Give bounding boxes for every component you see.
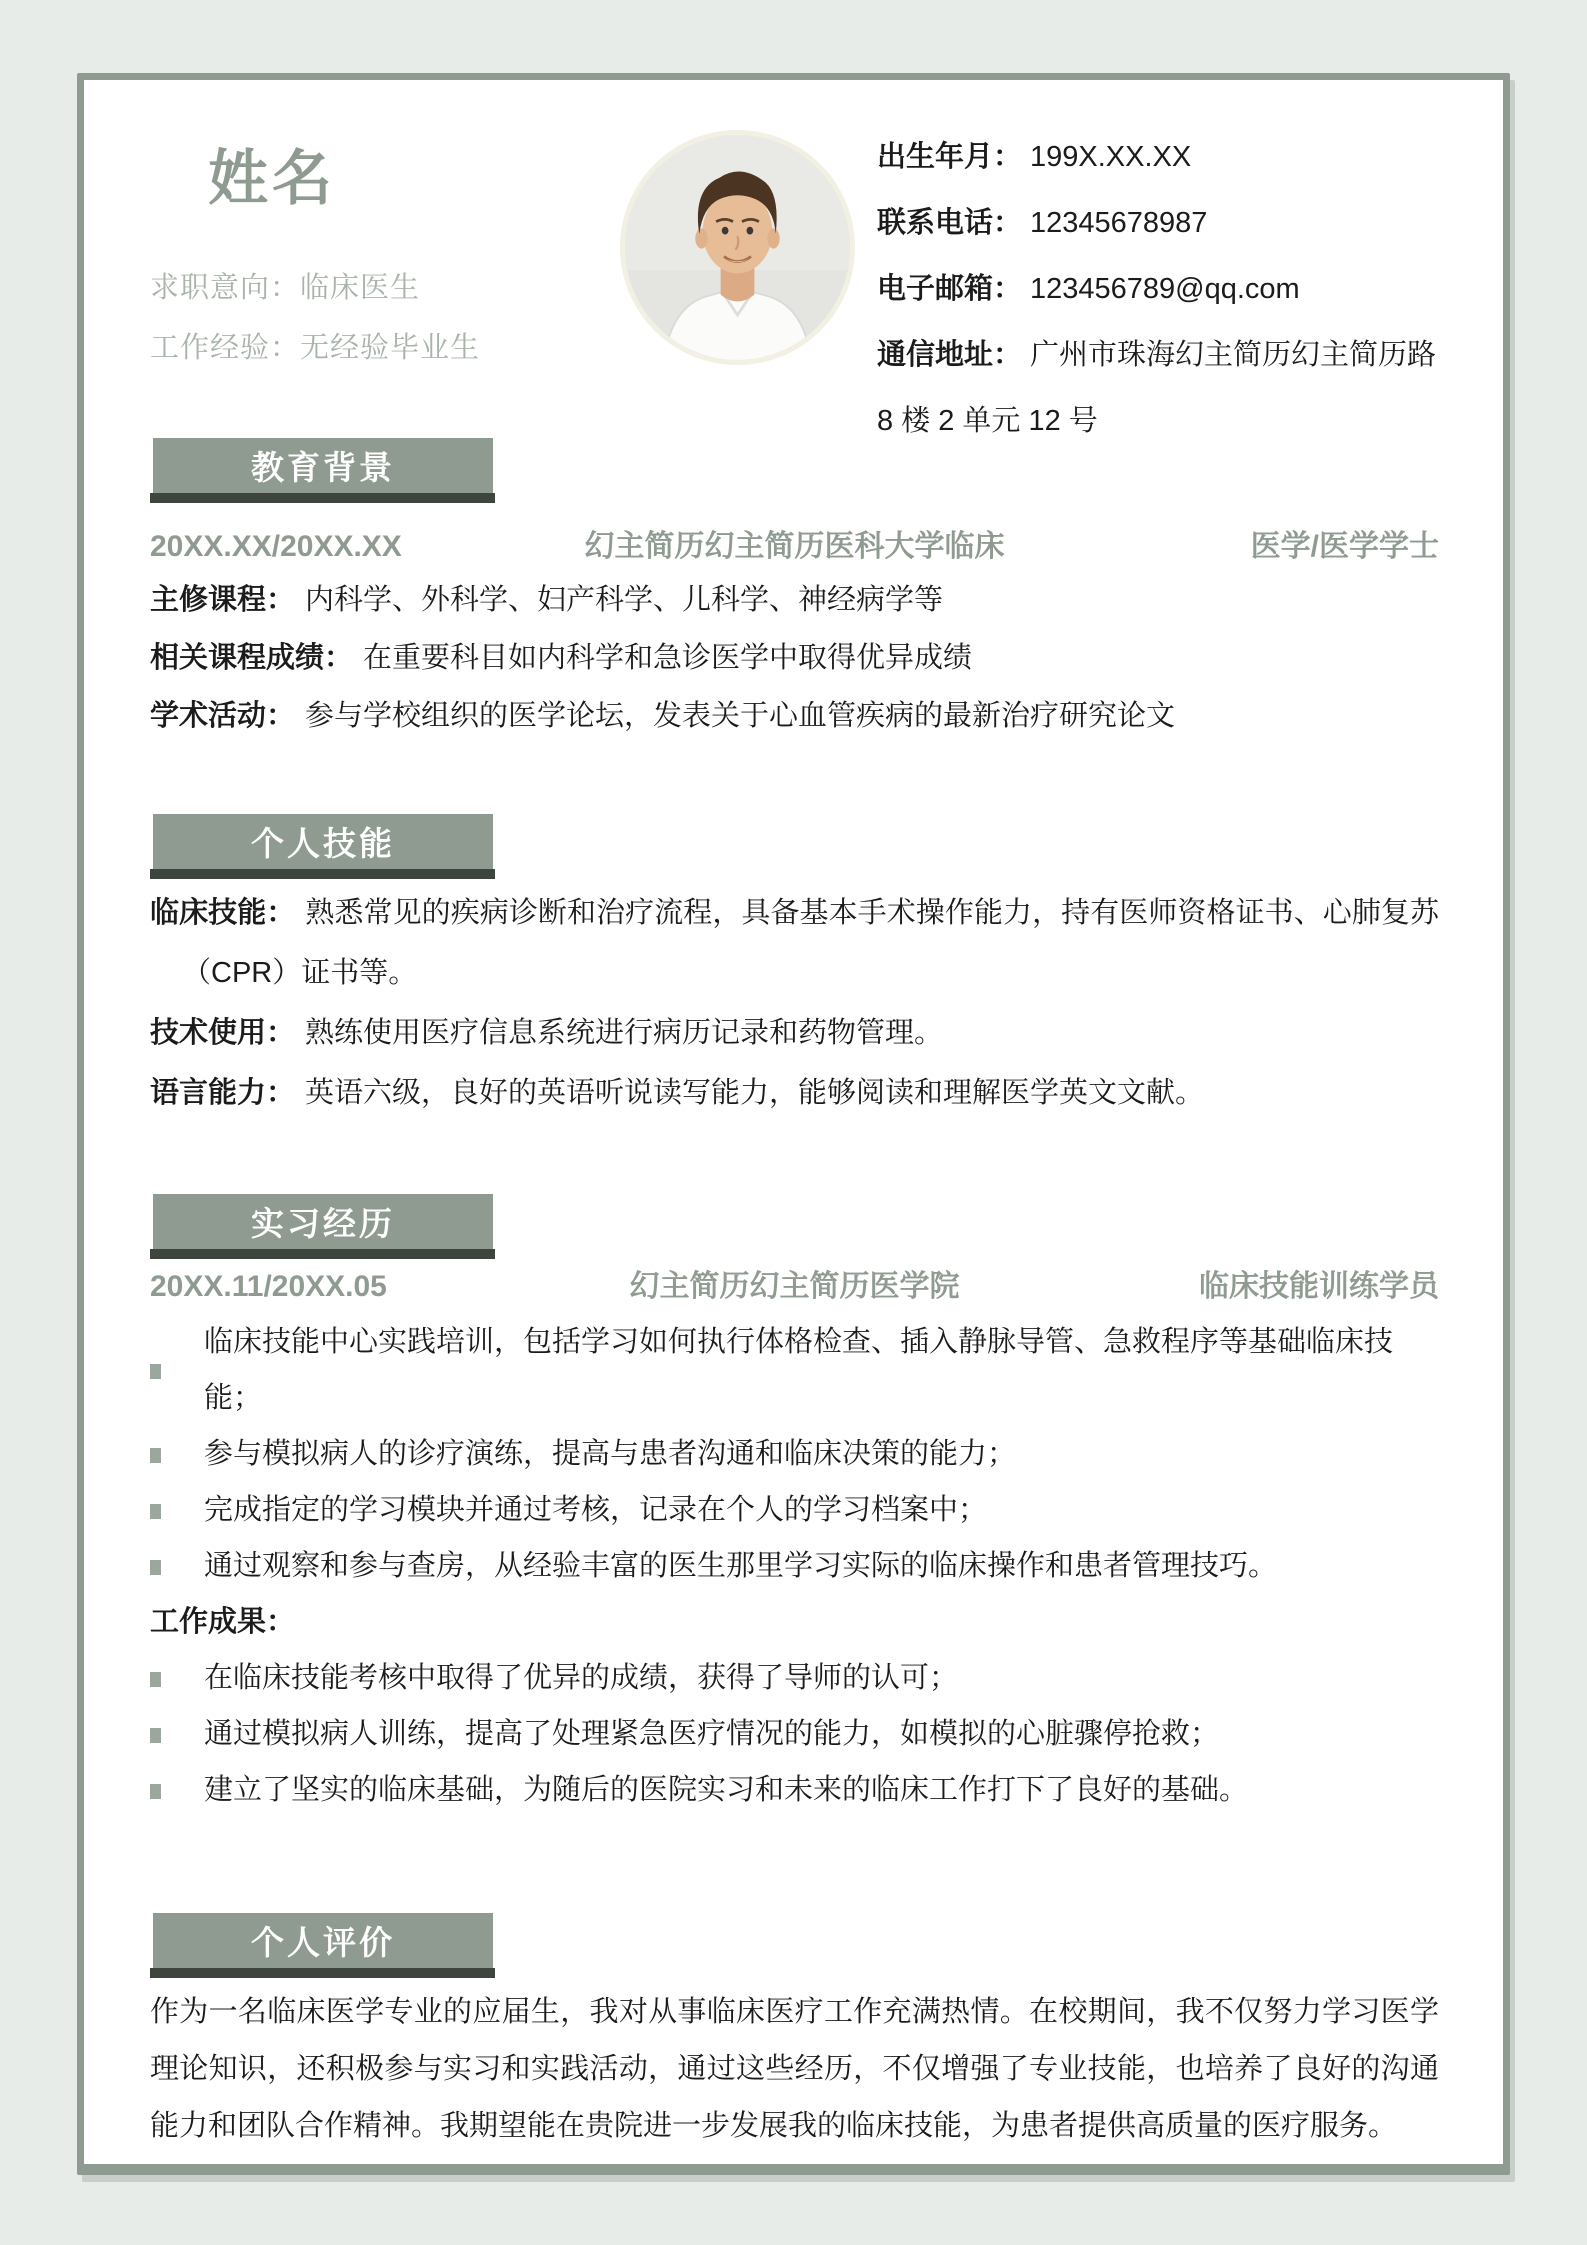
- contact-address-line1: [877, 322, 1439, 388]
- education-period: 20XX.XX/20XX.XX: [150, 530, 402, 563]
- internship-bullet-1: 临床技能中心实践培训，包括学习如何执行体格检查、插入静脉导管、急救程序等基础临床技能；: [204, 1326, 1394, 1414]
- section-skills: [150, 814, 1439, 1123]
- internship-badge: 实习经历: [153, 1194, 493, 1249]
- internship-bullet-4: 通过观察和参与查房，从经验丰富的医生那里学习实际的临床操作和患者管理技巧。: [204, 1550, 1278, 1582]
- education-detail-grades-text: 在重要科目如内科学和急诊医学中取得优异成绩: [363, 642, 973, 674]
- evaluation-text: 作为一名临床医学专业的应届生，我对从事临床医疗工作充满热情。在校期间，我不仅努力学习医学理论知识，还积极参与实习和实践活动，通过这些经历，不仅增强了专业技能，也培养了良好的沟通能力和团队合作精神。我期望能在贵院进一步发展我的临床技能，为患者提供高质量的医疗服务。: [150, 1996, 1439, 2142]
- education-summary-row: [150, 529, 1439, 565]
- contact-phone-value: 12345678987: [1030, 207, 1208, 239]
- work-experience-label: 工作经验：: [150, 332, 301, 364]
- skill-clinical-label: 临床技能：: [150, 897, 296, 929]
- work-result-1: 在临床技能考核中取得了优异的成绩，获得了导师的认可；: [204, 1662, 959, 1694]
- education-detail-courses-text: 内科学、外科学、妇产科学、儿科学、神经病学等: [305, 584, 944, 616]
- evaluation-badge-block: [150, 1913, 496, 1978]
- education-detail-grades-label: 相关课程成绩：: [150, 642, 354, 674]
- profile-photo: [620, 130, 855, 438]
- list-item: [150, 1706, 1439, 1762]
- skills-badge-block: [150, 814, 496, 879]
- internship-period: 20XX.11/20XX.05: [150, 1270, 387, 1303]
- contact-address-line2: [877, 388, 1439, 454]
- contact-address-label: 通信地址：: [877, 339, 1023, 371]
- profile-photo-illustration: [625, 135, 850, 360]
- education-detail-courses-label: 主修课程：: [150, 584, 296, 616]
- education-badge-block: [150, 438, 496, 503]
- contact-phone: [877, 190, 1439, 256]
- resume-card: [77, 73, 1510, 2175]
- contact-block: [877, 124, 1439, 438]
- contact-birth-label: 出生年月：: [877, 141, 1023, 173]
- education-badge: 教育背景: [153, 438, 493, 493]
- evaluation-badge: 个人评价: [153, 1913, 493, 1968]
- internship-organization: 幻主简历幻主简历医学院: [629, 1270, 960, 1303]
- bullet-square-icon: [150, 1364, 161, 1379]
- job-intention-line: [150, 258, 620, 318]
- section-internship: [150, 1194, 1439, 1818]
- contact-email: [877, 256, 1439, 322]
- skills-badge: 个人技能: [153, 814, 493, 869]
- skill-language-text: 英语六级，良好的英语听说读写能力，能够阅读和理解医学英文文献。: [305, 1077, 1205, 1109]
- education-degree: 医学/医学学士: [1250, 530, 1439, 563]
- skill-clinical-text: 熟悉常见的疾病诊断和治疗流程，具备基本手术操作能力，持有医师资格证书、心肺复苏（CPR）证书等。: [182, 897, 1439, 989]
- internship-bullet-3: 完成指定的学习模块并通过考核，记录在个人的学习档案中；: [204, 1494, 988, 1526]
- bullet-square-icon: [150, 1728, 161, 1743]
- job-intention-value: 临床医生: [300, 272, 421, 304]
- person-name: 姓名: [208, 145, 336, 212]
- skill-language: [150, 1063, 1439, 1123]
- list-item: [150, 1426, 1439, 1482]
- contact-birth: [877, 124, 1439, 190]
- contact-birth-value: 199X.XX.XX: [1030, 141, 1192, 173]
- list-item: [150, 1538, 1439, 1594]
- internship-badge-strip: [150, 1249, 495, 1259]
- bullet-square-icon: [150, 1784, 161, 1799]
- contact-phone-label: 联系电话：: [877, 207, 1023, 239]
- education-school: 幻主简历幻主简历医科大学临床: [584, 530, 1005, 563]
- skill-clinical: [150, 883, 1439, 1003]
- skill-technical-text: 熟练使用医疗信息系统进行病历记录和药物管理。: [305, 1017, 944, 1049]
- work-results-label: 工作成果：: [150, 1606, 296, 1638]
- list-item: [150, 1762, 1439, 1818]
- bullet-square-icon: [150, 1560, 161, 1575]
- skill-technical-label: 技术使用：: [150, 1017, 296, 1049]
- internship-bullet-list: [150, 1314, 1439, 1594]
- list-item: [150, 1482, 1439, 1538]
- section-education: [150, 438, 1439, 745]
- bullet-square-icon: [150, 1672, 161, 1687]
- contact-address-value-2: 8 楼 2 单元 12 号: [877, 405, 1098, 437]
- skills-list: [150, 883, 1439, 1123]
- education-detail-academic: [150, 687, 1439, 745]
- work-result-2: 通过模拟病人训练，提高了处理紧急医疗情况的能力，如模拟的心脏骤停抢救；: [204, 1718, 1220, 1750]
- contact-address-value: 广州市珠海幻主简历幻主简历路: [1030, 339, 1437, 371]
- work-experience-value: 无经验毕业生: [300, 332, 481, 364]
- education-details: [150, 571, 1439, 745]
- education-detail-academic-label: 学术活动：: [150, 700, 296, 732]
- skill-technical: [150, 1003, 1439, 1063]
- identity-block: [150, 145, 620, 438]
- internship-role: 临床技能训练学员: [1199, 1270, 1439, 1303]
- internship-summary-row: [150, 1269, 1439, 1305]
- contact-email-label: 电子邮箱：: [877, 273, 1023, 305]
- education-badge-strip: [150, 493, 495, 503]
- work-experience-line: [150, 318, 620, 378]
- skills-badge-strip: [150, 869, 495, 879]
- internship-badge-block: [150, 1194, 496, 1259]
- profile-photo-ring: [620, 130, 855, 365]
- bullet-square-icon: [150, 1448, 161, 1463]
- internship-bullet-2: 参与模拟病人的诊疗演练，提高与患者沟通和临床决策的能力；: [204, 1438, 1017, 1470]
- section-evaluation: [150, 1913, 1439, 2155]
- list-item: [150, 1314, 1439, 1426]
- skill-language-label: 语言能力：: [150, 1077, 296, 1109]
- resume-header: [150, 141, 1439, 438]
- evaluation-badge-strip: [150, 1968, 495, 1978]
- education-detail-grades: [150, 629, 1439, 687]
- contact-email-value: 123456789@qq.com: [1030, 273, 1300, 305]
- work-result-3: 建立了坚实的临床基础，为随后的医院实习和未来的临床工作打下了良好的基础。: [204, 1774, 1249, 1806]
- job-intention-label: 求职意向：: [150, 272, 301, 304]
- bullet-square-icon: [150, 1504, 161, 1519]
- intent-list: [150, 258, 620, 378]
- education-detail-academic-text: 参与学校组织的医学论坛，发表关于心血管疾病的最新治疗研究论文: [305, 700, 1176, 732]
- education-detail-courses: [150, 571, 1439, 629]
- work-results-list: [150, 1650, 1439, 1818]
- list-item: [150, 1650, 1439, 1706]
